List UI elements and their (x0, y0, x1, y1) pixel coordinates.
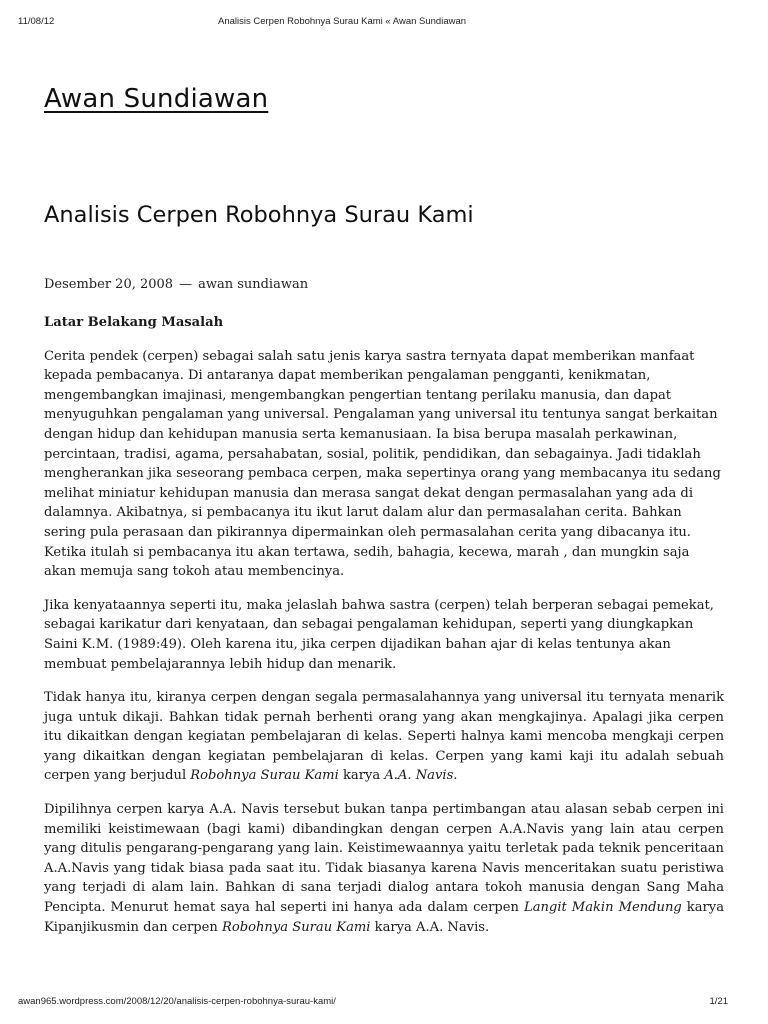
post-content (44, 313, 724, 951)
paragraph-1: Cerita pendek (cerpen) sebagai salah satu jenis karya sastra ternyata dapat memberikan manfaat kepada pembacanya. Di antaranya dapat memberikan pengalaman pengganti, kenikmatan, mengembangkan imajinasi, mengembangkan pengertian tentang perilaku manusia, dan dapat menyuguhkan pengalaman yang universal. Pengalaman yang universal itu tentunya sangat berkaitan dengan hidup dan kehidupan manusia serta kemanusiaan. Ia bisa berupa masalah perkawinan, percintaan, tradisi, agama, persahabatan, sosial, politik, pendidikan, dan sebagainya. Jadi tidaklah mengherankan jika seseorang pembaca cerpen, maka sepertinya orang yang membacanya itu sedang melihat miniatur kehidupan manusia dan merasa sangat dekat dengan permasalahan yang ada di dalamnya. Akibatnya, si pembacanya itu ikut larut dalam alur dan permasalahan cerita. Bahkan sering pula perasaan dan pikirannya dipermainkan oleh permasalahan cerita yang dibacanya itu. Ketika itulah si pembacanya itu akan tertawa, sedih, bahagia, kecewa, marah , dan mungkin saja akan memuja sang tokoh atau membencinya. (44, 348, 721, 580)
print-page-title: Analisis Cerpen Robohnya Surau Kami « Awan Sundiawan (218, 16, 467, 27)
print-header (18, 16, 750, 30)
paragraph-4-story-title-2: Robohnya Surau Kami (221, 919, 371, 935)
post-title: Analisis Cerpen Robohnya Surau Kami (44, 202, 474, 228)
paragraph-2: Jika kenyataannya seperti itu, maka jelaslah bahwa sastra (cerpen) telah berperan sebagai pemekat, sebagai karikatur dari kenyataan, dan sebagai pengalaman kehidupan, seperti yang diungkapkan Saini K.M. (1989:49). Oleh karena itu, jika cerpen dijadikan bahan ajar di kelas tentunya akan membuat pembelajarannya lebih hidup dan menarik. (44, 597, 714, 672)
paragraph-4 (44, 800, 724, 937)
post-meta (44, 277, 308, 292)
print-date: 11/08/12 (18, 16, 55, 27)
post-author: awan sundiawan (198, 277, 309, 292)
paragraph-4-text-c: karya A.A. Navis. (370, 919, 490, 935)
site-title-link[interactable]: Awan Sundiawan (44, 84, 269, 114)
paragraph-3-author: A.A. Navis (384, 768, 454, 784)
paragraph-3-story-title: Robohnya Surau Kami (190, 768, 339, 784)
paragraph-3-text-a: Tidak hanya itu, kiranya cerpen dengan segala permasalahannya yang universal itu ternyata menarik juga untuk dikaji. Bahkan tidak pernah berhenti orang yang akan mengkajinya. Apalagi jika cerpen itu dikaitkan dengan kegiatan pembelajaran di kelas. Seperti halnya kami mencoba mengkaji cerpen yang dikaitkan dengan kegiatan pembelajaran di kelas. Cerpen yang kami kaji itu adalah sebuah cerpen yang berjudul (44, 690, 724, 784)
print-footer (18, 996, 750, 1010)
meta-separator: — (179, 277, 193, 292)
paragraph-3 (44, 688, 724, 786)
paragraph-3-text-c: . (453, 768, 458, 784)
print-page-number: 1/21 (709, 996, 728, 1007)
paragraph-3-text-b: karya (338, 768, 385, 784)
paragraph-4-story-title-1: Langit Makin Mendung (524, 900, 682, 916)
paragraph-4-text-a: Dipilihnya cerpen karya A.A. Navis tersebut bukan tanpa pertimbangan atau alasan sebab cerpen ini memiliki keistimewaan (bagi kami) dibandingkan dengan cerpen A.A.Navis yang lain atau cerpen yang ditulis pengarang-pengarang yang lain. Keistimewaannya yaitu terletak pada teknik penceritaan A.A.Navis yang tidak biasa pada saat itu. Tidak biasanya karena Navis menceritakan suatu peristiwa yang terjadi di alam lain. Bahkan di sana terjadi dialog antara tokoh manusia dengan Sang Maha Pencipta. Menurut hemat saya hal seperti ini hanya ada dalam cerpen (44, 802, 724, 916)
print-url: awan965.wordpress.com/2008/12/20/analisis-cerpen-robohnya-surau-kami/ (18, 996, 336, 1007)
post-date: Desember 20, 2008 (44, 277, 174, 292)
paragraph-4-text-b: karya Kipanjikusmin dan cerpen (44, 900, 725, 935)
section-heading: Latar Belakang Masalah (44, 315, 224, 330)
